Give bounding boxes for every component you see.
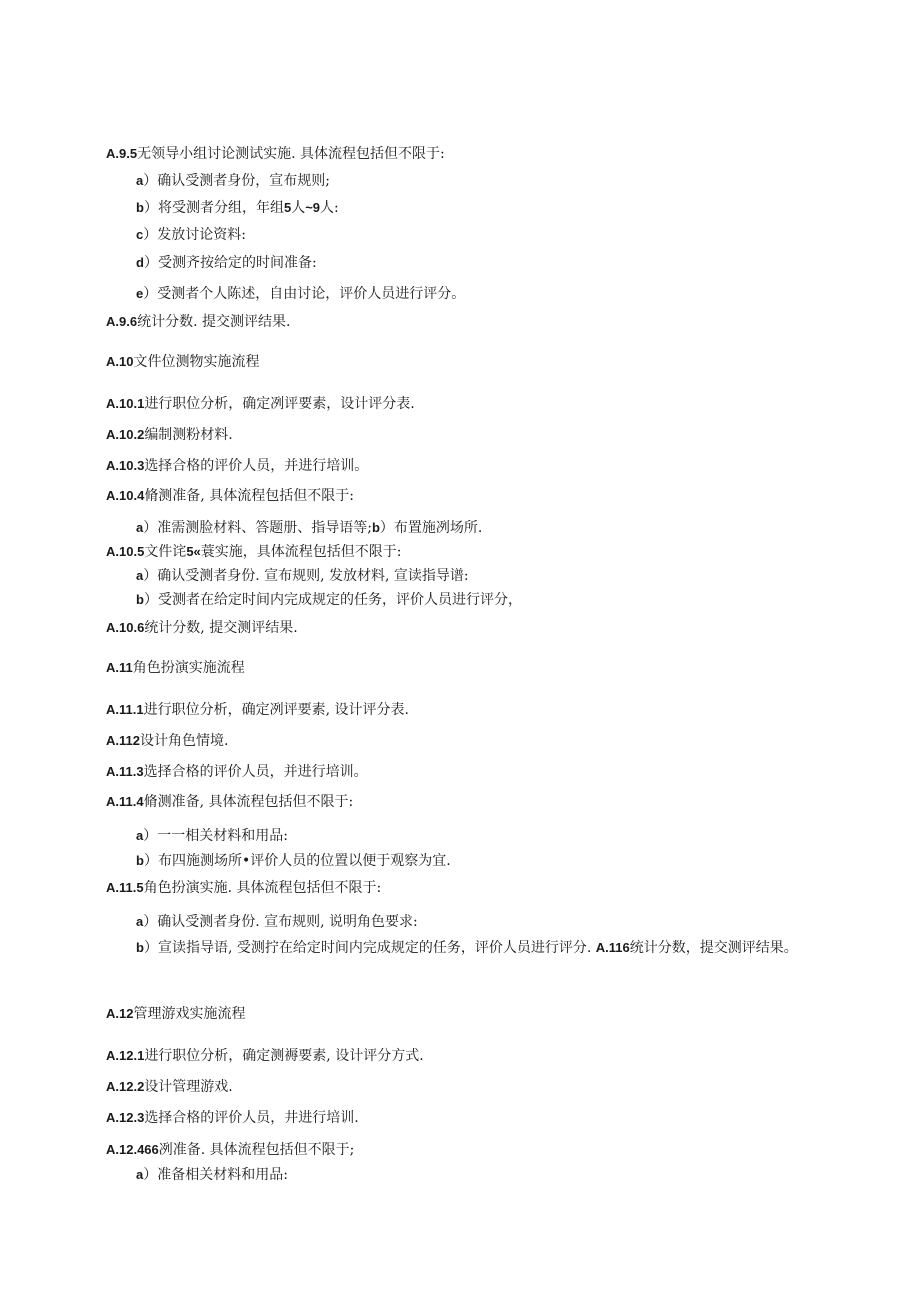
- clause-a-10-3: A.10.3选择合格的评价人员，并进行培训。: [106, 458, 369, 474]
- section-heading-a-11: A.11角色扮演实施流程: [106, 660, 245, 676]
- list-item-b: b）布四施测场所•评价人员的位置以便于观察为宜.: [136, 853, 451, 869]
- list-item-b: b）受测者在给定时间内完成规定的任务，评价人员进行评分，: [136, 592, 522, 608]
- list-item-a: a）准备相关材料和用品:: [136, 1167, 288, 1183]
- clause-a-12-4: A.12.466冽准备. 具体流程包括但不限于;: [106, 1142, 355, 1158]
- clause-a-10-2: A.10.2编制测粉材料.: [106, 427, 233, 443]
- clause-a-10-5: A.10.5文件诧5«蓑实施，具体流程包括但不限于:: [106, 544, 402, 560]
- list-item-d: d）受测齐按给定的时间准备:: [136, 255, 317, 271]
- section-heading-a-12: A.12管理游戏实施流程: [106, 1006, 246, 1022]
- clause-a-11-5: A.11.5角色扮演实施. 具体流程包括但不限于:: [106, 880, 382, 896]
- clause-a-10-4: A.10.4脩测准备, 具体流程包括但不限于:: [106, 488, 354, 504]
- list-item-b-wrapped: b）宣读指导语, 受测拧在给定时间内完成规定的任务，评价人员进行评分. A.116统计分数，提交测评结果。: [136, 940, 798, 956]
- clause-a-11-2: A.112设计角色情境.: [106, 733, 229, 749]
- clause-a-12-1: A.12.1进行职位分析，确定测褥要素, 设计评分方式.: [106, 1048, 424, 1064]
- section-heading-a-10: A.10文件位测物实施流程: [106, 354, 260, 370]
- list-item-a: a）确认受测者身份. 宣布规则, 发放材料, 宣读指导谱:: [136, 568, 469, 584]
- clause-a-10-6: A.10.6统计分数, 提交测评结果.: [106, 620, 298, 636]
- list-item-a-b: a）准需测脸材料、答题册、指导语等;b）布置施冽场所.: [136, 520, 483, 536]
- clause-a-12-2: A.12.2设计管理游戏.: [106, 1079, 233, 1095]
- clause-a-11-3: A.11.3选择合格的评价人员，并进行培训。: [106, 764, 368, 780]
- clause-a-10-1: A.10.1进行职位分析，确定冽评要素，设计评分表.: [106, 396, 415, 412]
- list-item-a: a）确认受测者身份，宣布规则;: [136, 173, 330, 189]
- clause-a-12-3: A.12.3选择合格的评价人员，井进行培训.: [106, 1110, 359, 1126]
- list-item-c: c）发放讨论资料:: [136, 227, 246, 243]
- clause-a-11-4: A.11.4脩测准备, 具体流程包括但不限于:: [106, 794, 354, 810]
- clause-a-11-1: A.11.1进行职位分析，确定冽评要素, 设计评分表.: [106, 702, 409, 718]
- clause-a-9-6: A.9.6统计分数. 提交测评结果.: [106, 314, 291, 330]
- clause-a-9-5: A.9.5无领导小组讨论测试实施. 具体流程包括但不限于:: [106, 146, 445, 162]
- list-item-a: a）一一相关材料和用品:: [136, 828, 288, 844]
- list-item-b: b）将受测者分组，年组5人~9人:: [136, 200, 339, 216]
- list-item-e: e）受测者个人陈述，自由讨论，评价人员进行评分。: [136, 286, 466, 302]
- list-item-a: a）确认受测者身份. 宣布规则, 说明角色要求:: [136, 914, 418, 930]
